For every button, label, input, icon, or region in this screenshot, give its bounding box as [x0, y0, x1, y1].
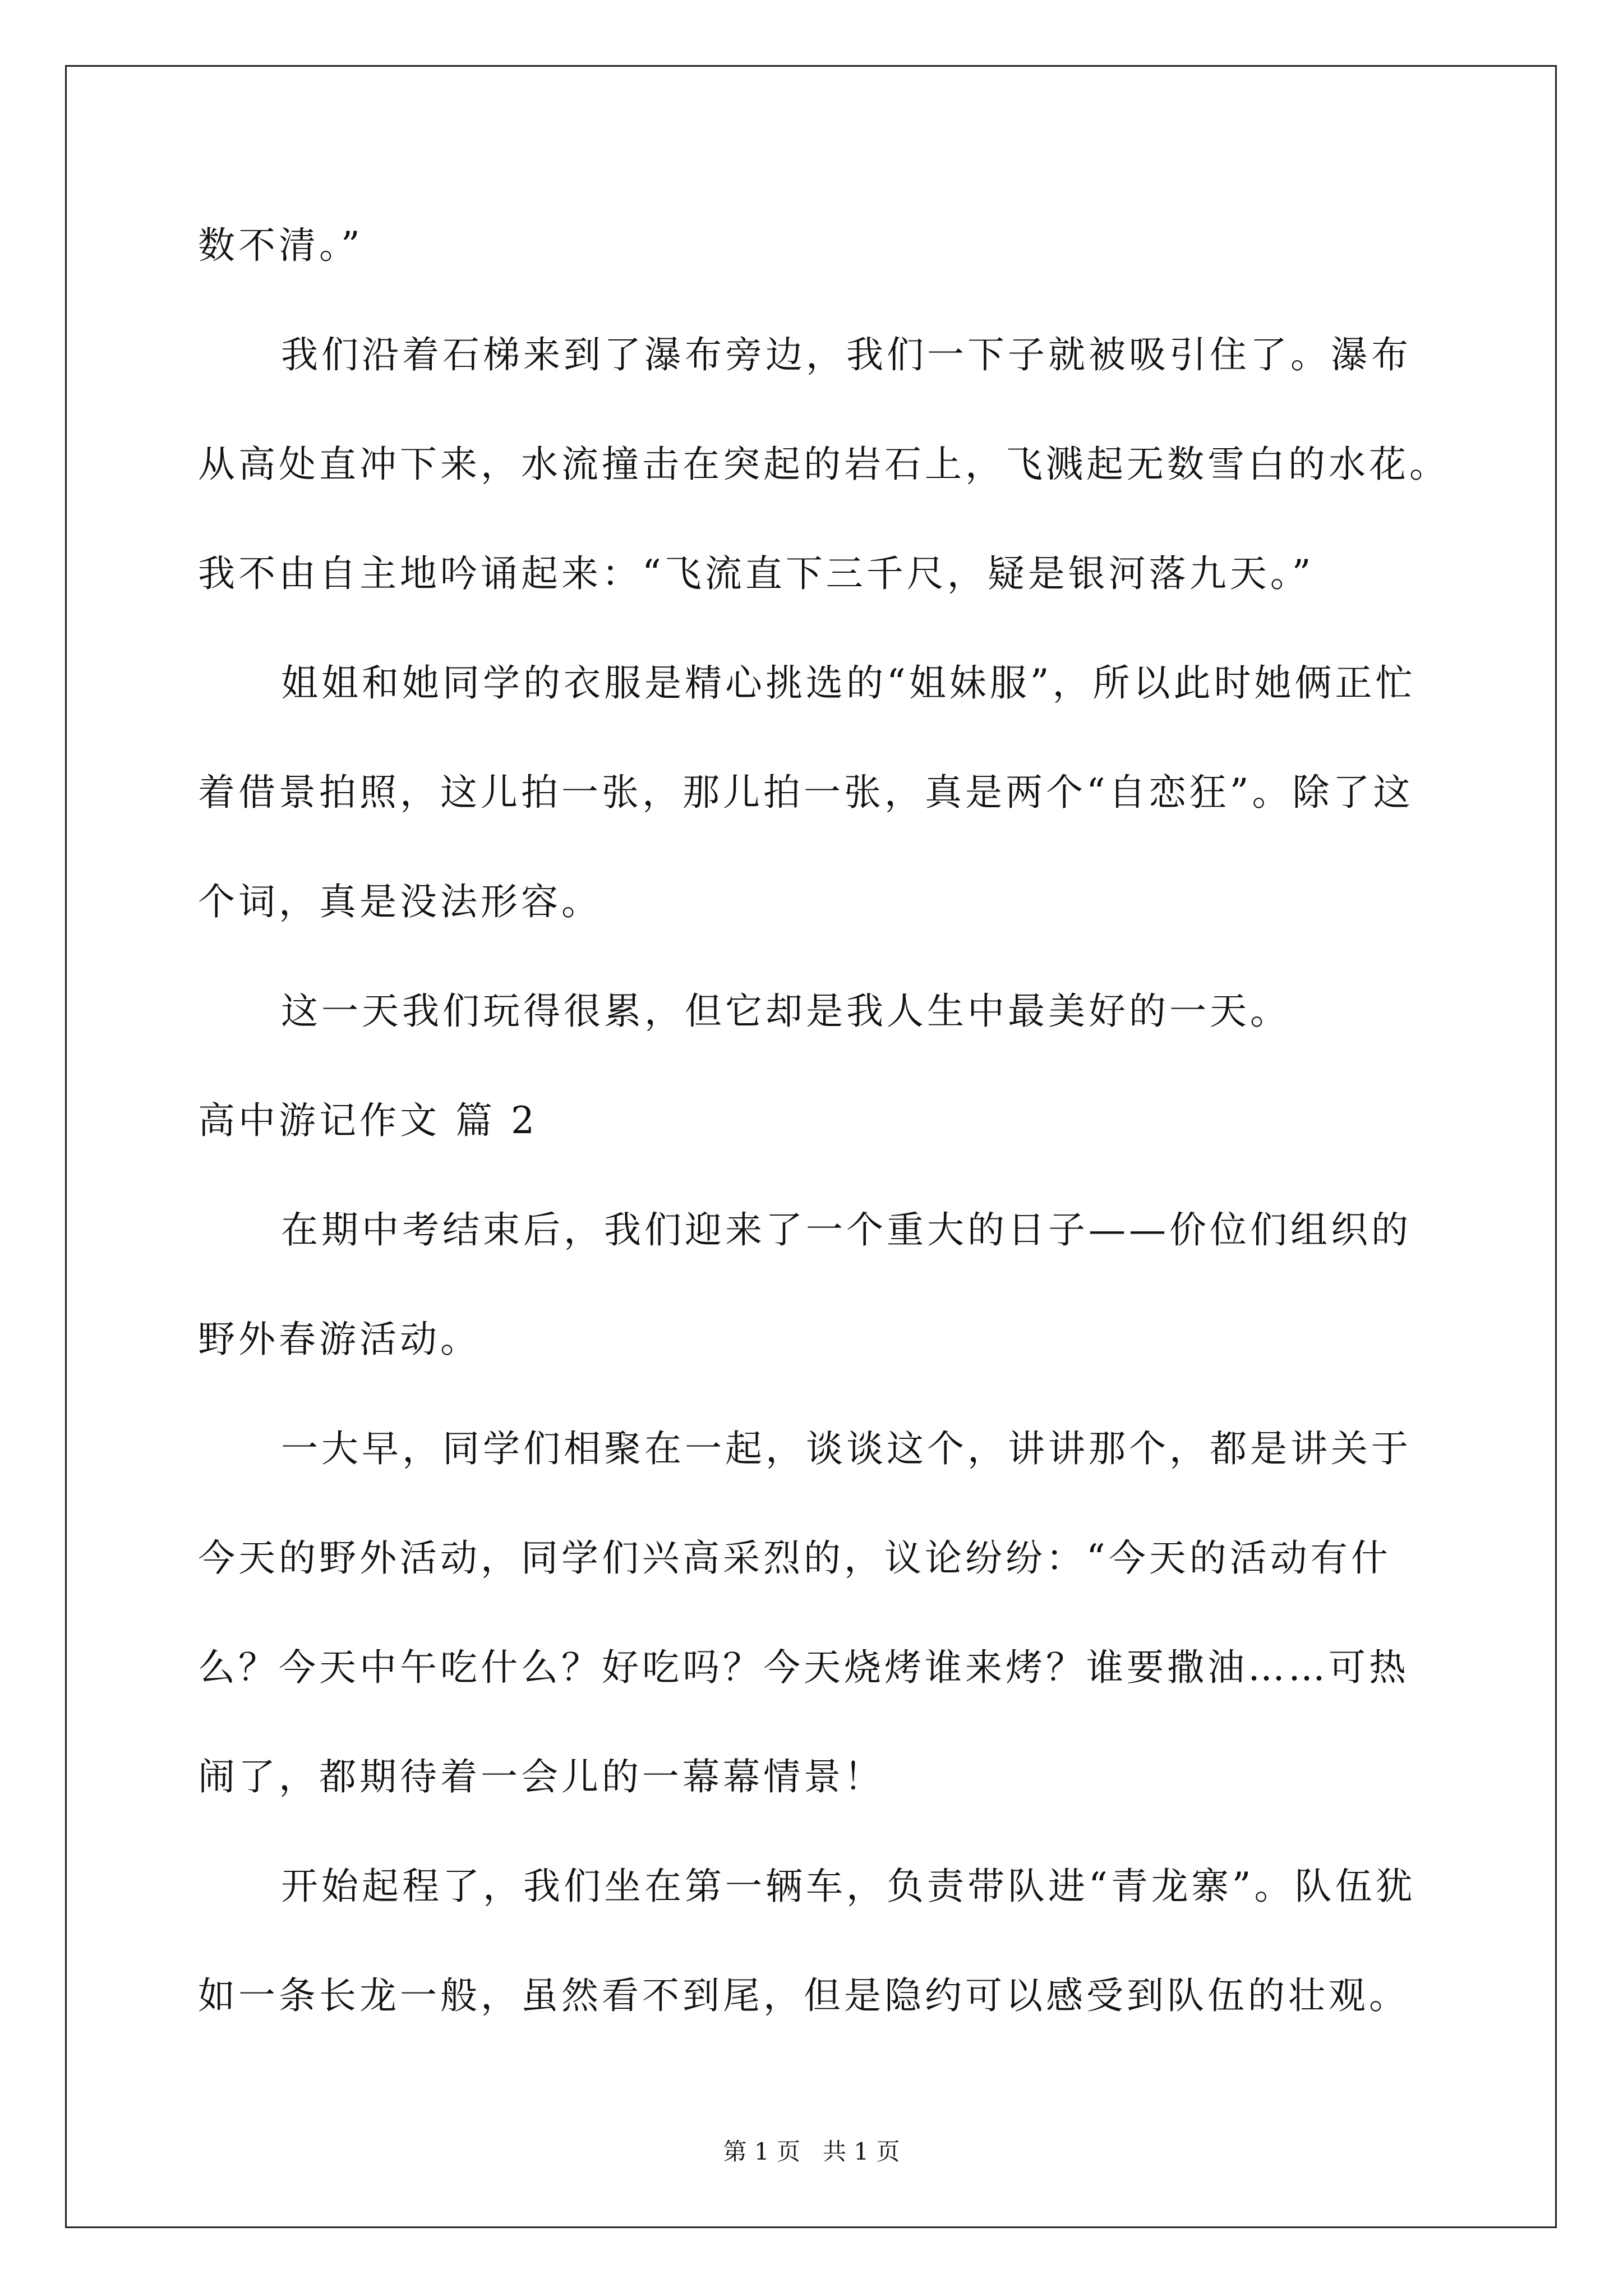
text-line: 这一天我们玩得很累，但它却是我人生中最美好的一天。 — [281, 990, 1290, 1033]
text-line: 着借景拍照，这儿拍一张，那儿拍一张，真是两个“自恋狂”。除了这 — [198, 771, 1414, 814]
text-line: 今天的野外活动，同学们兴高采烈的，议论纷纷：“今天的活动有什 — [198, 1536, 1391, 1580]
section-heading: 高中游记作文 篇 2 — [198, 1099, 538, 1142]
text-line: 从高处直冲下来，水流撞击在突起的岩石上，飞溅起无数雪白的水花。 — [198, 443, 1450, 486]
text-line: 开始起程了，我们坐在第一辆车，负责带队进“青龙寨”。队伍犹 — [281, 1865, 1416, 1908]
text-line: 一大早，同学们相聚在一起，谈谈这个，讲讲那个，都是讲关于 — [281, 1427, 1412, 1470]
text-line: 么？今天中午吃什么？好吃吗？今天烧烤谁来烤？谁要撒油……可热 — [198, 1646, 1409, 1689]
text-line: 如一条长龙一般，虽然看不到尾，但是隐约可以感受到队伍的壮观。 — [198, 1974, 1409, 2017]
text-line: 我不由自主地吟诵起来：“飞流直下三千尺，疑是银河落九天。” — [198, 552, 1315, 595]
text-line: 数不清。” — [198, 224, 363, 267]
text-line: 我们沿着石梯来到了瀑布旁边，我们一下子就被吸引住了。瀑布 — [281, 333, 1412, 376]
text-line: 闹了，都期待着一会儿的一幕幕情景！ — [198, 1755, 884, 1798]
text-line: 在期中考结束后，我们迎来了一个重大的日子——价位们组织的 — [281, 1208, 1412, 1251]
page-footer: 第 1 页 共 1 页 — [723, 2138, 900, 2165]
text-line: 姐姐和她同学的衣服是精心挑选的“姐妹服”，所以此时她俩正忙 — [281, 661, 1416, 705]
text-line: 野外春游活动。 — [198, 1318, 481, 1361]
text-line: 个词，真是没法形容。 — [198, 880, 602, 923]
